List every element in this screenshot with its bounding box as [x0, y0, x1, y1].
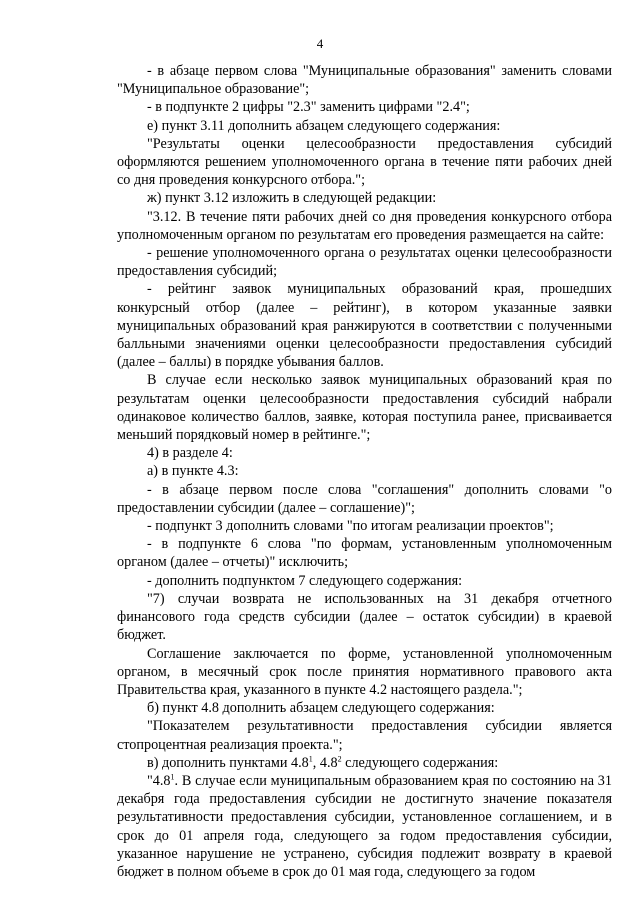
superscript-3: 1 — [170, 772, 175, 782]
paragraph-14: - в подпункте 6 слова "по формам, установленным уполномоченным органом (далее – отчеты)" исключить; — [117, 536, 612, 571]
paragraph-11: а) в пункте 4.3: — [147, 463, 239, 480]
paragraph-8: - рейтинг заявок муниципальных образований края, прошедших конкурсный отбор (далее – рейтинг), в котором указанные заявки муниципальных образований края ранжируются в соответствии с полученными балльными значениями оценки целесообразности предоставления субсидий (далее – баллы) в порядке убывания баллов. — [117, 281, 612, 371]
paragraph-21-text-a: "4.8 — [147, 772, 171, 789]
paragraph-17: Соглашение заключается по форме, установленной уполномоченным органом, в месячный срок после принятия нормативного правового акта Правительства края, указанного в пункте 4.2 настоящего раздела."; — [117, 645, 612, 698]
paragraph-9: В случае если несколько заявок муниципальных образований края по результатам оценки целесообразности предоставления субсидий набрали одинаковое количество баллов, заявке, которая поступила ранее, присваивается меньший порядковый номер в рейтинге."; — [117, 372, 612, 444]
paragraph-20-text-a: в) дополнить пунктами 4.8 — [147, 754, 309, 771]
page-number: 4 — [316, 36, 324, 51]
superscript-2: 2 — [337, 753, 342, 763]
paragraph-12: - в абзаце первом после слова "соглашения" дополнить словами "о предоставлении субсидии (далее – соглашение)"; — [117, 481, 612, 516]
paragraph-7: - решение уполномоченного органа о результатах оценки целесообразности предоставления субсидий; — [117, 245, 612, 280]
paragraph-20-text-b: , 4.8 — [312, 754, 338, 771]
paragraph-4: "Результаты оценки целесообразности предоставления субсидий оформляются решением уполномоченного органа в течение пяти рабочих дней со дня проведения конкурсного отбора."; — [117, 135, 612, 189]
superscript-1: 1 — [308, 753, 313, 763]
paragraph-19: "Показателем результативности предоставления субсидии является стопроцентная реализация проекта."; — [117, 718, 612, 753]
paragraph-15: - дополнить подпунктом 7 следующего содержания: — [147, 572, 463, 589]
paragraph-18: б) пункт 4.8 дополнить абзацем следующего содержания: — [147, 700, 495, 717]
paragraph-16: "7) случаи возврата не использованных на 31 декабря отчетного финансового года средств субсидии (далее – остаток субсидии) в краевой бюджет. — [117, 590, 612, 644]
document-body — [117, 62, 612, 881]
paragraph-20-text-c: следующего содержания: — [341, 754, 499, 771]
paragraph-1: - в абзаце первом слова "Муниципальные образования" заменить словами "Муниципальное образование"; — [117, 63, 612, 98]
paragraph-20 — [117, 754, 612, 772]
paragraph-21 — [117, 772, 612, 881]
paragraph-5: ж) пункт 3.12 изложить в следующей редакции: — [147, 190, 437, 207]
paragraph-13: - подпункт 3 дополнить словами "по итогам реализации проектов"; — [147, 518, 554, 535]
paragraph-6: "3.12. В течение пяти рабочих дней со дня проведения конкурсного отбора уполномоченным органом по результатам его проведения размещается на сайте: — [117, 208, 612, 243]
paragraph-3: е) пункт 3.11 дополнить абзацем следующего содержания: — [147, 117, 501, 134]
paragraph-21-text-b: . В случае если муниципальным образованием края по состоянию на 31 декабря года предоставления субсидии не достигнуто значение показателя результативности предоставления субсидии, установленное соглашением, и в срок до 01 апреля года, следующего за годом предоставления субсидии, указанное нарушение не устранено, субсидия подлежит возврату в краевой бюджет в полном объеме в срок до 01 мая года, следующего за годом — [117, 772, 612, 880]
paragraph-2: - в подпункте 2 цифры "2.3" заменить цифрами "2.4"; — [147, 99, 470, 116]
paragraph-10: 4) в разделе 4: — [147, 445, 233, 462]
